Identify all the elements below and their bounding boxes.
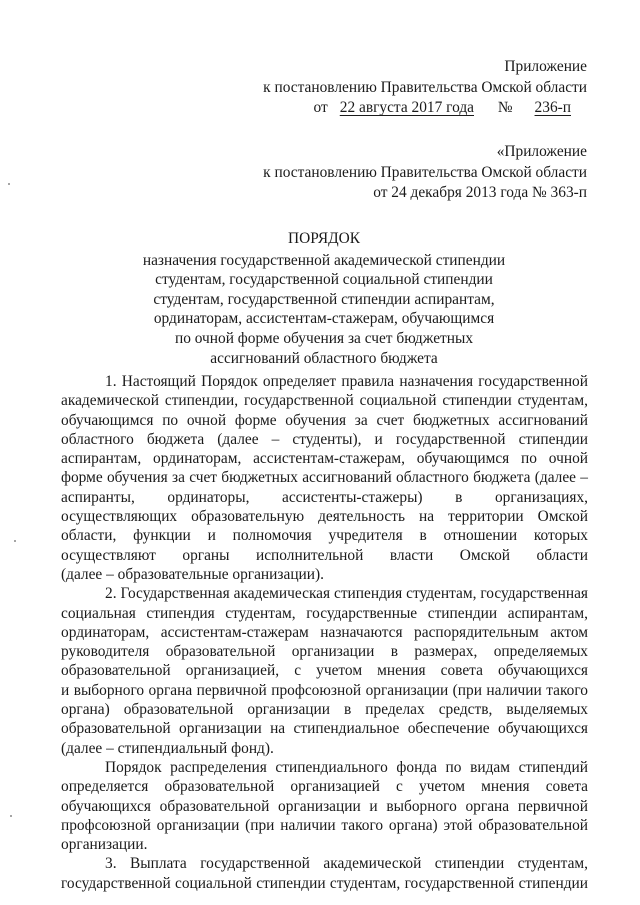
title-line: ассигнований областного бюджета [210,349,438,367]
document-body [61,372,588,893]
text-line: обучающимся по очной форме обучения за счет бюджетных ассигнований [61,411,588,429]
text-line: академической стипендии, государственной социальной стипендии студентам, [61,392,588,410]
appendix-date-number [263,98,587,119]
scan-speck [8,183,10,185]
text-line: социальная стипендия студентам, государственные стипендии аспирантам, [61,604,588,622]
title-line: назначения государственной академической стипендии [142,251,506,269]
paragraph-1 [61,372,588,584]
appendix-resolution-previous: к постановлению Правительства Омской области [263,163,587,181]
text-line: 3. Выплата государственной академической стипендии студентам, [105,855,588,873]
appendix-label: Приложение [504,58,587,75]
paragraph-2 [61,584,588,758]
title-line: ординаторам, ассистентам-стажерам, обучающимся [153,310,495,328]
text-line: осуществляют органы исполнительной власти Омской области [61,546,588,564]
appendix-date-previous: от 24 декабря 2013 года № 363-п [373,184,587,201]
text-line: (далее – образовательные организации). [61,565,325,583]
text-line: 2. Государственная академическая стипендия студентам, государственная [105,585,588,603]
paragraph-4 [61,854,588,893]
appendix-label-previous: «Приложение [496,143,587,160]
appendix-header-current [263,57,587,119]
text-line: государственной социальной стипендии студентам, государственной стипендии [61,874,588,892]
text-line: образовательной организации на стипендиальное обеспечение обучающихся [61,720,588,738]
scan-speck [10,815,12,817]
text-line: организации. [61,836,148,854]
text-line: определяется образовательной организацией с учетом мнения совета [61,778,588,796]
date-prefix: от [313,99,328,116]
text-line: осуществляющих образовательную деятельность на территории Омской [61,508,588,526]
document-title [60,229,588,368]
text-line: ординаторам, ассистентам-стажерам назначаются распорядительным актом [61,623,588,641]
text-line: органа) образовательной организации в пределах средств, выделяемых [61,701,588,719]
paragraph-3 [61,758,588,854]
number-value: 236-п [534,99,571,116]
text-line: и выборного органа первичной профсоюзной организации (при наличии такого [61,681,588,699]
appendix-resolution: к постановлению Правительства Омской области [263,78,587,96]
text-line: аспиранты, ординаторы, ассистенты-стажеры) в организациях, [61,488,588,506]
text-line: форме обучения за счет бюджетных ассигнований областного бюджета (далее – [61,469,588,487]
title-main: ПОРЯДОК [288,230,360,247]
text-line: областного бюджета (далее – студенты), и государственной стипендии [61,430,588,448]
date-value: 22 августа 2017 года [339,99,474,116]
title-line: по очной форме обучения за счет бюджетных [174,329,474,347]
number-prefix: № [497,99,513,116]
text-line: профсоюзной организации (при наличии такого органа) этой образовательной [61,816,588,834]
text-line: Порядок распределения стипендиального фонда по видам стипендий [105,758,588,776]
title-line: студентам, государственной стипендии аспирантам, [153,290,495,308]
title-line: студентам, государственной социальной стипендии [155,271,493,289]
text-line: (далее – стипендиальный фонд). [61,739,274,757]
text-line: 1. Настоящий Порядок определяет правила назначения государственной [105,373,588,390]
text-line: области, функции и полномочия учредителя в отношении которых [61,527,588,545]
scan-speck [14,540,16,542]
text-line: аспирантам, ординаторам, ассистентам-стажерам, обучающимся по очной [61,450,588,468]
appendix-header-previous [263,142,587,204]
text-line: обучающихся образовательной организации и выборного органа первичной [61,797,588,815]
text-line: образовательной организацией, с учетом мнения совета обучающихся [61,662,588,680]
text-line: руководителя образовательной организации в размерах, определяемых [61,643,588,661]
